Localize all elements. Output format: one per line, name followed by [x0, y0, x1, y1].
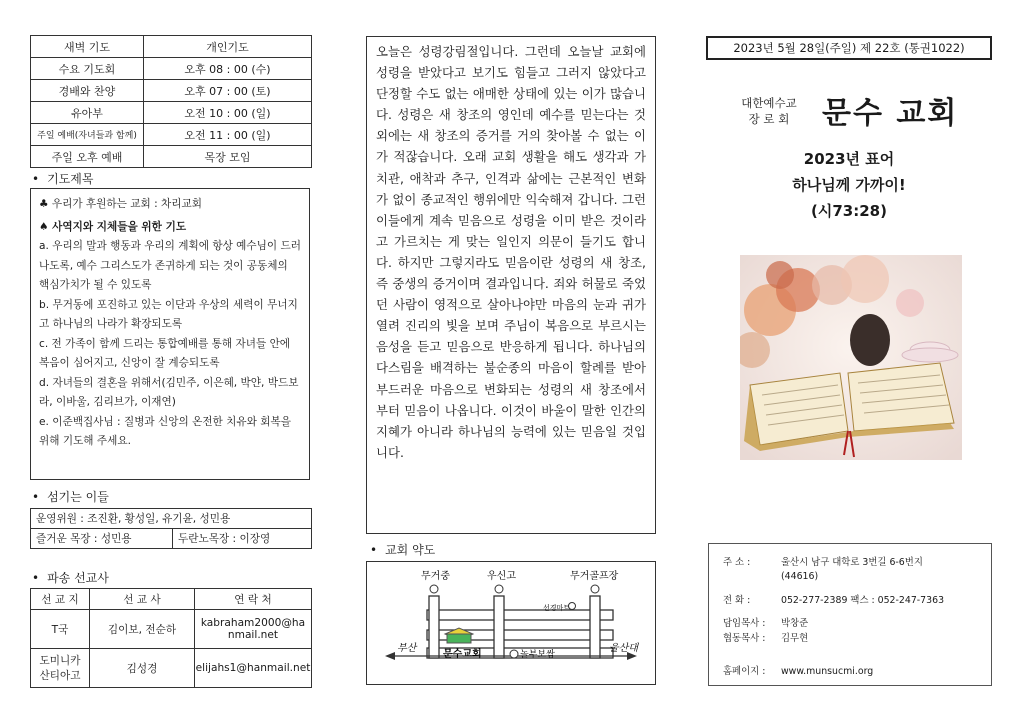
map-label: 선경마트 — [543, 604, 571, 612]
road — [494, 596, 504, 658]
column-header: 연 락 처 — [195, 589, 312, 610]
prayer-item: d. 자녀들의 결혼을 위해서(김민주, 이은혜, 박얀, 박드보라, 이바울, 김리브가, 이재연) — [39, 376, 299, 408]
pastor-label: 담임목사 : — [723, 618, 766, 629]
pastoral-message: 오늘은 성령강림절입니다. 그런데 오늘날 교회에 성령을 받았다고 보기도 힘들고 그러지 않았다고 단정할 수도 없는 애매한 상태에 있는 이가 많습니다. 성령은 새 창조의 영인데 예수를 믿는다는 것 외에는 새 창조의 증거를 거의 찾아볼 수 없는 이가 적잖습니다. 오래 교회 생활을 해도 생각과 가치관, 애착과 추구, 인격과 삶에는 근본적인 변화가 없이 종교적인 행위에만 익숙해져 갑니다. 그런 이들에게 계속 믿음으로 성령을 이미 받은 것이라고 가르치는 게 맞는 일인지 의문이 들기도 합니다. 하지만 그렇지라도 믿음이란 성령의 새 창조, 즉 중생의 증거이며 결과입니다. 죄와 허물로 죽었던 사람이 영적으로 살아나야만 마음의 눈과 귀가 열려 진리의 빛을 보며 주님이 복음으로 부르시는 음성을 듣고 믿음으로 반응하게 됩니다. 하나님의 다스림을 배격하는 불순종의 마음이 할례를 받아 부드러운 마음으로 변화되는 성령의 새 창조에서부터 믿음이 나옵니다. 이것이 바울이 말한 인간의 지혜가 아니라 하나님의 능력에 있는 믿음일 것입니다. — [366, 36, 656, 534]
missions-table — [30, 588, 312, 688]
schedule-table — [30, 35, 312, 168]
column-header: 선 교 지 — [31, 589, 90, 610]
arrow-left-icon — [385, 652, 395, 660]
location-marker-icon — [510, 650, 518, 658]
website-label: 홈페이지 : — [723, 666, 766, 677]
map-label: 문수교회 — [443, 649, 482, 660]
servers-section-title: • 섬기는 이들 — [32, 488, 109, 505]
cell-group: 두란노목장 : 이장영 — [173, 529, 312, 549]
motto-line: (시73:28) — [811, 202, 887, 220]
schedule-label: 새벽 기도 — [31, 36, 144, 58]
table-header — [31, 589, 312, 610]
table-row — [31, 649, 312, 688]
table-row — [31, 80, 312, 102]
associate-pastor-label: 협동목사 : — [723, 633, 766, 644]
phone-label: 전 화 : — [723, 595, 751, 606]
prayer-item: e. 이준백집사님 : 질병과 신앙의 온전한 치유와 회복을 위해 기도해 주세요. — [39, 415, 291, 447]
denomination — [724, 95, 814, 127]
table-row — [31, 509, 312, 529]
map-label: 부산 — [397, 643, 417, 654]
pastor: 박창준 — [781, 618, 809, 629]
table-row — [31, 529, 312, 549]
prayer-item: c. 전 가족이 함께 드리는 통합예배를 통해 자녀들 안에 복음이 심어지고, 신앙이 잘 계승되도록 — [39, 337, 291, 369]
road — [427, 610, 613, 620]
website-row — [723, 663, 873, 677]
table-row — [31, 102, 312, 124]
issue-date: 2023년 5월 28일(주일) 제 22호 (통권1022) — [706, 36, 992, 60]
church-info-box — [708, 543, 992, 686]
map-label: 무거골프장 — [570, 571, 619, 582]
denomination-line: 장 로 회 — [748, 112, 790, 126]
table-row — [31, 146, 312, 168]
missions-section-title: • 파송 선교사 — [32, 569, 109, 586]
mission-place: T국 — [31, 610, 90, 649]
missionary-names: 김성경 — [90, 649, 195, 688]
website-link[interactable]: www.munsucmi.org — [781, 666, 874, 677]
map-label: 무거중 — [421, 571, 450, 582]
map-drawing — [367, 562, 655, 684]
schedule-label: 수요 기도회 — [31, 58, 144, 80]
pastor-row — [723, 615, 808, 629]
address: 울산시 남구 대학로 3번길 6-6번지 — [781, 557, 923, 568]
column-header: 선 교 사 — [90, 589, 195, 610]
map-label: 놀부보쌈 — [520, 650, 555, 660]
table-row — [31, 58, 312, 80]
schedule-value: 오후 08 : 00 (수) — [144, 58, 312, 80]
bible-photo — [740, 255, 962, 460]
map-section-title: • 교회 약도 — [370, 541, 435, 558]
mission-contact: kabraham2000@hanmail.net — [195, 610, 312, 649]
schedule-label: 주일 예배(자녀들과 함께) — [31, 124, 144, 146]
mission-place: 도미니카 산티아고 — [31, 649, 90, 688]
prayer-item: b. 무거동에 포진하고 있는 이단과 우상의 세력이 무너지고 하나님의 나라가 확장되도록 — [39, 298, 298, 330]
cell-group: 즐거운 목장 : 성민용 — [31, 529, 173, 549]
prayer-heading: ♠ 사역지와 지체들을 위한 기도 — [39, 220, 187, 233]
associate-pastor-row — [723, 630, 808, 644]
church-name: 문수 교회 — [822, 96, 959, 131]
church-map — [366, 561, 656, 685]
schedule-value: 오후 07 : 00 (토) — [144, 80, 312, 102]
yearly-motto — [706, 146, 992, 224]
prayer-item: a. 우리의 말과 행동과 우리의 계획에 항상 예수님이 드러나도록, 예수 그리스도가 존귀하게 되는 것이 공동체의 핵심가치가 될 수 있도록 — [39, 240, 301, 291]
bible-illustration — [740, 255, 962, 460]
schedule-label: 주일 오후 예배 — [31, 146, 144, 168]
location-marker-icon — [591, 585, 599, 593]
prayer-section-title: • 기도제목 — [32, 170, 93, 187]
phone: 052-277-2389 팩스 : 052-247-7363 — [781, 595, 945, 606]
map-label: 우신고 — [487, 571, 516, 582]
address-label: 주 소 : — [723, 557, 751, 568]
map-label: 울산대 — [609, 643, 638, 654]
road — [429, 596, 439, 658]
mission-contact: elijahs1@hanmail.net — [195, 649, 312, 688]
schedule-value: 목장 모임 — [144, 146, 312, 168]
location-marker-icon — [495, 585, 503, 593]
table-row — [31, 124, 312, 146]
table-row — [31, 36, 312, 58]
support-church: ♣ 우리가 후원하는 교회 : 차리교회 — [39, 198, 202, 210]
schedule-label: 경배와 찬양 — [31, 80, 144, 102]
road — [590, 596, 600, 658]
schedule-value: 오전 10 : 00 (일) — [144, 102, 312, 124]
location-marker-icon — [430, 585, 438, 593]
phone-row — [723, 592, 944, 606]
motto-line: 2023년 표어 — [803, 150, 895, 168]
prayer-box — [30, 188, 310, 480]
zip-code: (44616) — [781, 571, 819, 582]
denomination-line: 대한예수교 — [741, 96, 797, 110]
address-row — [723, 554, 923, 568]
schedule-value: 오전 11 : 00 (일) — [144, 124, 312, 146]
schedule-value: 개인기도 — [144, 36, 312, 58]
servers-table — [30, 508, 312, 549]
motto-line: 하나님께 가까이! — [792, 176, 906, 194]
schedule-label: 유아부 — [31, 102, 144, 124]
missionary-names: 김이보, 전순하 — [90, 610, 195, 649]
committee: 운영위원 : 조진환, 황성일, 유기윤, 성민용 — [31, 509, 312, 529]
table-row — [31, 610, 312, 649]
associate-pastor: 김무현 — [781, 633, 809, 644]
